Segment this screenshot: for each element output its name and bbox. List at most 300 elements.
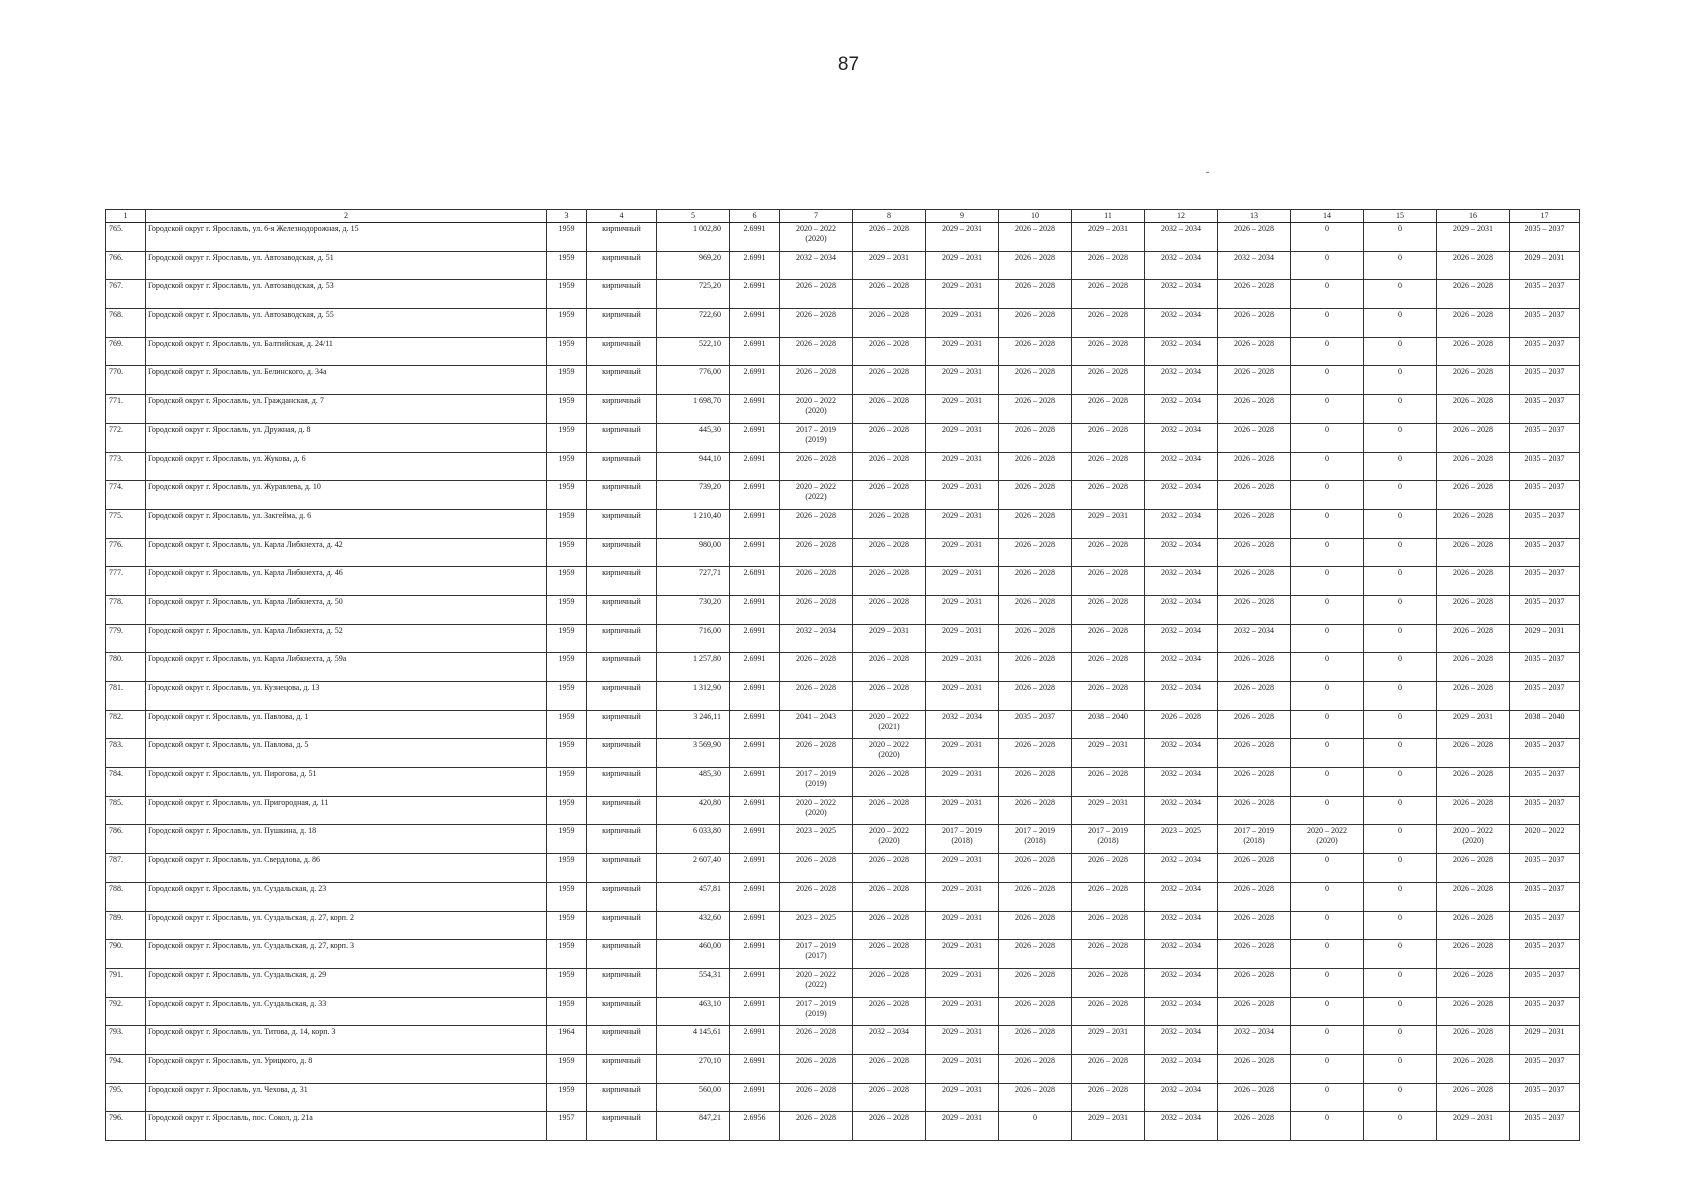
- table-cell-col-9: 2029 – 2031: [926, 567, 999, 596]
- table-cell-col-13: 2026 – 2028: [1218, 452, 1291, 481]
- housing-table: [105, 209, 1580, 1141]
- table-cell-col-14: 0: [1291, 796, 1364, 825]
- table-cell-col-16: 2026 – 2028: [1437, 911, 1510, 940]
- table-cell-col-11: 2026 – 2028: [1072, 1054, 1145, 1083]
- table-cell-col-12: 2032 – 2034: [1145, 997, 1218, 1026]
- table-cell-col-12: 2032 – 2034: [1145, 280, 1218, 309]
- column-number-9: 9: [926, 210, 999, 223]
- table-cell-col-4: кирпичный: [587, 796, 657, 825]
- table-cell-col-4: кирпичный: [587, 882, 657, 911]
- table-cell-col-4: кирпичный: [587, 854, 657, 883]
- table-cell-col-4: кирпичный: [587, 280, 657, 309]
- table-cell-col-13: 2026 – 2028: [1218, 423, 1291, 452]
- table-cell-col-9: 2029 – 2031: [926, 452, 999, 481]
- table-cell-col-6: 2.6991: [730, 452, 780, 481]
- table-cell-col-11: 2026 – 2028: [1072, 538, 1145, 567]
- table-cell-col-1: 766.: [106, 251, 146, 280]
- table-cell-col-10: 0: [999, 1112, 1072, 1141]
- table-cell-col-16: 2026 – 2028: [1437, 739, 1510, 768]
- table-cell-col-8: 2026 – 2028: [853, 854, 926, 883]
- table-row: [106, 739, 1580, 768]
- table-cell-col-2: Городской округ г. Ярославль, ул. Свердлова, д. 86: [146, 854, 547, 883]
- table-cell-col-17: 2035 – 2037: [1510, 1054, 1580, 1083]
- table-cell-col-2: Городской округ г. Ярославль, ул. Павлова, д. 5: [146, 739, 547, 768]
- table-cell-col-5: 776,00: [657, 366, 730, 395]
- table-cell-col-6: 2.6991: [730, 624, 780, 653]
- table-cell-col-11: 2026 – 2028: [1072, 395, 1145, 424]
- table-cell-col-3: 1959: [547, 653, 587, 682]
- table-cell-col-15: 0: [1364, 710, 1437, 739]
- table-row: [106, 710, 1580, 739]
- table-cell-col-10: 2017 – 2019 (2018): [999, 825, 1072, 854]
- table-row: [106, 595, 1580, 624]
- table-cell-col-17: 2035 – 2037: [1510, 481, 1580, 510]
- table-cell-col-6: 2.6991: [730, 423, 780, 452]
- table-cell-col-14: 0: [1291, 997, 1364, 1026]
- table-cell-col-8: 2032 – 2034: [853, 1026, 926, 1055]
- table-cell-col-16: 2029 – 2031: [1437, 223, 1510, 252]
- table-cell-col-8: 2020 – 2022 (2020): [853, 825, 926, 854]
- table-cell-col-2: Городской округ г. Ярославль, ул. Дружная, д. 8: [146, 423, 547, 452]
- table-cell-col-11: 2026 – 2028: [1072, 481, 1145, 510]
- table-cell-col-10: 2026 – 2028: [999, 538, 1072, 567]
- table-cell-col-10: 2026 – 2028: [999, 911, 1072, 940]
- table-cell-col-11: 2026 – 2028: [1072, 940, 1145, 969]
- table-cell-col-1: 772.: [106, 423, 146, 452]
- table-cell-col-5: 944,10: [657, 452, 730, 481]
- table-cell-col-3: 1959: [547, 366, 587, 395]
- table-cell-col-13: 2026 – 2028: [1218, 595, 1291, 624]
- table-cell-col-9: 2029 – 2031: [926, 854, 999, 883]
- table-cell-col-15: 0: [1364, 538, 1437, 567]
- table-cell-col-1: 791.: [106, 968, 146, 997]
- table-cell-col-16: 2026 – 2028: [1437, 1054, 1510, 1083]
- table-cell-col-10: 2026 – 2028: [999, 251, 1072, 280]
- table-cell-col-5: 554,31: [657, 968, 730, 997]
- table-cell-col-9: 2029 – 2031: [926, 509, 999, 538]
- table-cell-col-1: 794.: [106, 1054, 146, 1083]
- table-cell-col-13: 2026 – 2028: [1218, 997, 1291, 1026]
- table-cell-col-15: 0: [1364, 395, 1437, 424]
- table-cell-col-8: 2026 – 2028: [853, 423, 926, 452]
- table-cell-col-6: 2.6991: [730, 509, 780, 538]
- table-row: [106, 509, 1580, 538]
- table-cell-col-6: 2.6891: [730, 567, 780, 596]
- table-cell-col-1: 796.: [106, 1112, 146, 1141]
- table-cell-col-7: 2017 – 2019 (2019): [780, 997, 853, 1026]
- table-cell-col-17: 2035 – 2037: [1510, 223, 1580, 252]
- table-cell-col-8: 2026 – 2028: [853, 223, 926, 252]
- table-cell-col-17: 2035 – 2037: [1510, 337, 1580, 366]
- table-cell-col-5: 3 569,90: [657, 739, 730, 768]
- table-cell-col-5: 560,00: [657, 1083, 730, 1112]
- table-cell-col-3: 1959: [547, 223, 587, 252]
- table-cell-col-7: 2026 – 2028: [780, 739, 853, 768]
- table-cell-col-8: 2026 – 2028: [853, 395, 926, 424]
- table-cell-col-5: 1 312,90: [657, 682, 730, 711]
- table-cell-col-17: 2035 – 2037: [1510, 796, 1580, 825]
- table-cell-col-14: 2020 – 2022 (2020): [1291, 825, 1364, 854]
- table-cell-col-2: Городской округ г. Ярославль, ул. 6-я Железнодорожная, д. 15: [146, 223, 547, 252]
- table-cell-col-4: кирпичный: [587, 968, 657, 997]
- table-cell-col-11: 2026 – 2028: [1072, 968, 1145, 997]
- table-cell-col-2: Городской округ г. Ярославль, ул. Суздальская, д. 33: [146, 997, 547, 1026]
- table-cell-col-16: 2026 – 2028: [1437, 682, 1510, 711]
- table-cell-col-12: 2023 – 2025: [1145, 825, 1218, 854]
- table-cell-col-11: 2029 – 2031: [1072, 509, 1145, 538]
- table-cell-col-12: 2032 – 2034: [1145, 366, 1218, 395]
- table-cell-col-2: Городской округ г. Ярославль, ул. Кузнецова, д. 13: [146, 682, 547, 711]
- table-cell-col-15: 0: [1364, 997, 1437, 1026]
- table-cell-col-1: 769.: [106, 337, 146, 366]
- table-cell-col-15: 0: [1364, 309, 1437, 338]
- table-cell-col-9: 2029 – 2031: [926, 682, 999, 711]
- table-cell-col-9: 2029 – 2031: [926, 940, 999, 969]
- table-cell-col-7: 2020 – 2022 (2020): [780, 223, 853, 252]
- table-row: [106, 280, 1580, 309]
- table-cell-col-10: 2026 – 2028: [999, 595, 1072, 624]
- table-cell-col-13: 2026 – 2028: [1218, 1054, 1291, 1083]
- table-cell-col-9: 2029 – 2031: [926, 1026, 999, 1055]
- table-cell-col-14: 0: [1291, 509, 1364, 538]
- table-cell-col-13: 2026 – 2028: [1218, 337, 1291, 366]
- table-cell-col-10: 2026 – 2028: [999, 309, 1072, 338]
- table-cell-col-16: 2026 – 2028: [1437, 423, 1510, 452]
- table-cell-col-7: 2023 – 2025: [780, 825, 853, 854]
- table-cell-col-16: 2026 – 2028: [1437, 768, 1510, 797]
- table-row: [106, 1054, 1580, 1083]
- table-cell-col-17: 2029 – 2031: [1510, 251, 1580, 280]
- table-cell-col-1: 790.: [106, 940, 146, 969]
- table-cell-col-5: 463,10: [657, 997, 730, 1026]
- table-cell-col-16: 2026 – 2028: [1437, 538, 1510, 567]
- table-cell-col-6: 2.6991: [730, 223, 780, 252]
- table-row: [106, 653, 1580, 682]
- table-cell-col-14: 0: [1291, 854, 1364, 883]
- table-cell-col-16: 2026 – 2028: [1437, 366, 1510, 395]
- table-cell-col-15: 0: [1364, 423, 1437, 452]
- table-cell-col-9: 2032 – 2034: [926, 710, 999, 739]
- table-cell-col-16: 2026 – 2028: [1437, 481, 1510, 510]
- table-cell-col-4: кирпичный: [587, 452, 657, 481]
- table-cell-col-6: 2.6991: [730, 911, 780, 940]
- table-cell-col-12: 2032 – 2034: [1145, 481, 1218, 510]
- table-cell-col-12: 2032 – 2034: [1145, 768, 1218, 797]
- table-cell-col-9: 2029 – 2031: [926, 739, 999, 768]
- table-cell-col-16: 2026 – 2028: [1437, 251, 1510, 280]
- table-cell-col-12: 2032 – 2034: [1145, 1026, 1218, 1055]
- table-cell-col-11: 2026 – 2028: [1072, 337, 1145, 366]
- table-cell-col-1: 776.: [106, 538, 146, 567]
- table-cell-col-8: 2026 – 2028: [853, 538, 926, 567]
- table-cell-col-5: 1 002,80: [657, 223, 730, 252]
- table-cell-col-15: 0: [1364, 911, 1437, 940]
- table-cell-col-15: 0: [1364, 1083, 1437, 1112]
- table-cell-col-17: 2035 – 2037: [1510, 682, 1580, 711]
- table-cell-col-1: 782.: [106, 710, 146, 739]
- table-cell-col-14: 0: [1291, 567, 1364, 596]
- table-cell-col-15: 0: [1364, 1054, 1437, 1083]
- table-cell-col-16: 2029 – 2031: [1437, 1112, 1510, 1141]
- table-cell-col-8: 2026 – 2028: [853, 682, 926, 711]
- table-cell-col-10: 2026 – 2028: [999, 423, 1072, 452]
- table-cell-col-10: 2026 – 2028: [999, 509, 1072, 538]
- table-cell-col-10: 2026 – 2028: [999, 280, 1072, 309]
- table-cell-col-6: 2.6991: [730, 710, 780, 739]
- table-cell-col-12: 2032 – 2034: [1145, 882, 1218, 911]
- table-cell-col-14: 0: [1291, 1112, 1364, 1141]
- table-cell-col-3: 1959: [547, 854, 587, 883]
- table-cell-col-15: 0: [1364, 739, 1437, 768]
- table-cell-col-12: 2032 – 2034: [1145, 309, 1218, 338]
- table-cell-col-4: кирпичный: [587, 481, 657, 510]
- table-cell-col-6: 2.6991: [730, 1054, 780, 1083]
- table-cell-col-5: 270,10: [657, 1054, 730, 1083]
- table-cell-col-8: 2026 – 2028: [853, 653, 926, 682]
- table-cell-col-1: 773.: [106, 452, 146, 481]
- table-row: [106, 423, 1580, 452]
- table-row: [106, 968, 1580, 997]
- table-cell-col-3: 1959: [547, 624, 587, 653]
- table-cell-col-3: 1959: [547, 768, 587, 797]
- table-cell-col-16: 2026 – 2028: [1437, 509, 1510, 538]
- column-number-12: 12: [1145, 210, 1218, 223]
- table-cell-col-11: 2026 – 2028: [1072, 567, 1145, 596]
- table-cell-col-1: 784.: [106, 768, 146, 797]
- table-cell-col-17: 2035 – 2037: [1510, 739, 1580, 768]
- table-cell-col-14: 0: [1291, 710, 1364, 739]
- table-cell-col-12: 2032 – 2034: [1145, 796, 1218, 825]
- table-cell-col-9: 2029 – 2031: [926, 997, 999, 1026]
- table-row: [106, 481, 1580, 510]
- table-cell-col-7: 2032 – 2034: [780, 624, 853, 653]
- table-cell-col-2: Городской округ г. Ярославль, ул. Карла Либкнехта, д. 59а: [146, 653, 547, 682]
- table-cell-col-11: 2026 – 2028: [1072, 997, 1145, 1026]
- table-cell-col-2: Городской округ г. Ярославль, ул. Автозаводская, д. 51: [146, 251, 547, 280]
- table-cell-col-15: 0: [1364, 452, 1437, 481]
- table-cell-col-2: Городской округ г. Ярославль, ул. Автозаводская, д. 53: [146, 280, 547, 309]
- table-cell-col-8: 2026 – 2028: [853, 911, 926, 940]
- table-cell-col-5: 4 145,61: [657, 1026, 730, 1055]
- table-cell-col-7: 2026 – 2028: [780, 1112, 853, 1141]
- table-cell-col-3: 1959: [547, 1083, 587, 1112]
- table-cell-col-5: 420,80: [657, 796, 730, 825]
- table-cell-col-15: 0: [1364, 796, 1437, 825]
- table-cell-col-8: 2026 – 2028: [853, 595, 926, 624]
- table-cell-col-12: 2032 – 2034: [1145, 911, 1218, 940]
- table-cell-col-13: 2017 – 2019 (2018): [1218, 825, 1291, 854]
- table-cell-col-8: 2026 – 2028: [853, 366, 926, 395]
- table-cell-col-11: 2026 – 2028: [1072, 280, 1145, 309]
- table-row: [106, 309, 1580, 338]
- table-cell-col-17: 2035 – 2037: [1510, 997, 1580, 1026]
- table-cell-col-14: 0: [1291, 1083, 1364, 1112]
- table-cell-col-7: 2020 – 2022 (2022): [780, 481, 853, 510]
- table-cell-col-9: 2029 – 2031: [926, 481, 999, 510]
- table-cell-col-10: 2026 – 2028: [999, 968, 1072, 997]
- table-cell-col-10: 2026 – 2028: [999, 567, 1072, 596]
- table-cell-col-4: кирпичный: [587, 395, 657, 424]
- table-cell-col-16: 2026 – 2028: [1437, 653, 1510, 682]
- table-cell-col-4: кирпичный: [587, 768, 657, 797]
- table-cell-col-4: кирпичный: [587, 1112, 657, 1141]
- table-cell-col-5: 6 033,80: [657, 825, 730, 854]
- table-cell-col-10: 2026 – 2028: [999, 739, 1072, 768]
- table-cell-col-12: 2032 – 2034: [1145, 653, 1218, 682]
- table-cell-col-4: кирпичный: [587, 1026, 657, 1055]
- table-cell-col-14: 0: [1291, 739, 1364, 768]
- table-cell-col-5: 722,60: [657, 309, 730, 338]
- table-cell-col-14: 0: [1291, 940, 1364, 969]
- table-cell-col-7: 2026 – 2028: [780, 595, 853, 624]
- table-cell-col-11: 2026 – 2028: [1072, 624, 1145, 653]
- table-cell-col-10: 2026 – 2028: [999, 395, 1072, 424]
- table-cell-col-14: 0: [1291, 1026, 1364, 1055]
- table-cell-col-12: 2032 – 2034: [1145, 1112, 1218, 1141]
- table-cell-col-17: 2035 – 2037: [1510, 768, 1580, 797]
- table-cell-col-1: 786.: [106, 825, 146, 854]
- table-cell-col-17: 2035 – 2037: [1510, 538, 1580, 567]
- table-cell-col-13: 2026 – 2028: [1218, 854, 1291, 883]
- table-cell-col-6: 2.6991: [730, 395, 780, 424]
- table-cell-col-13: 2026 – 2028: [1218, 567, 1291, 596]
- table-cell-col-12: 2032 – 2034: [1145, 223, 1218, 252]
- table-cell-col-6: 2.6991: [730, 309, 780, 338]
- table-cell-col-14: 0: [1291, 768, 1364, 797]
- table-cell-col-3: 1959: [547, 1054, 587, 1083]
- table-cell-col-12: 2032 – 2034: [1145, 854, 1218, 883]
- table-cell-col-7: 2017 – 2019 (2019): [780, 423, 853, 452]
- table-cell-col-14: 0: [1291, 682, 1364, 711]
- table-cell-col-15: 0: [1364, 768, 1437, 797]
- table-cell-col-16: 2020 – 2022 (2020): [1437, 825, 1510, 854]
- table-cell-col-2: Городской округ г. Ярославль, ул. Титова, д. 14, корп. 3: [146, 1026, 547, 1055]
- table-cell-col-10: 2026 – 2028: [999, 796, 1072, 825]
- table-cell-col-14: 0: [1291, 882, 1364, 911]
- table-cell-col-4: кирпичный: [587, 653, 657, 682]
- table-cell-col-7: 2026 – 2028: [780, 280, 853, 309]
- column-number-3: 3: [547, 210, 587, 223]
- table-cell-col-15: 0: [1364, 567, 1437, 596]
- table-cell-col-4: кирпичный: [587, 710, 657, 739]
- table-cell-col-8: 2020 – 2022 (2021): [853, 710, 926, 739]
- table-cell-col-2: Городской округ г. Ярославль, ул. Пригородная, д. 11: [146, 796, 547, 825]
- table-cell-col-11: 2026 – 2028: [1072, 1083, 1145, 1112]
- table-cell-col-11: 2026 – 2028: [1072, 366, 1145, 395]
- table-cell-col-11: 2038 – 2040: [1072, 710, 1145, 739]
- table-cell-col-15: 0: [1364, 251, 1437, 280]
- table-cell-col-16: 2026 – 2028: [1437, 337, 1510, 366]
- table-cell-col-10: 2026 – 2028: [999, 1054, 1072, 1083]
- table-cell-col-8: 2026 – 2028: [853, 940, 926, 969]
- table-cell-col-15: 0: [1364, 1026, 1437, 1055]
- table-row: [106, 452, 1580, 481]
- table-cell-col-13: 2032 – 2034: [1218, 251, 1291, 280]
- table-cell-col-9: 2029 – 2031: [926, 280, 999, 309]
- column-number-16: 16: [1437, 210, 1510, 223]
- table-row: [106, 1083, 1580, 1112]
- table-cell-col-5: 3 246,11: [657, 710, 730, 739]
- table-cell-col-8: 2020 – 2022 (2020): [853, 739, 926, 768]
- table-cell-col-7: 2023 – 2025: [780, 911, 853, 940]
- table-cell-col-15: 0: [1364, 653, 1437, 682]
- table-cell-col-1: 768.: [106, 309, 146, 338]
- table-cell-col-8: 2026 – 2028: [853, 452, 926, 481]
- table-row: [106, 768, 1580, 797]
- table-cell-col-4: кирпичный: [587, 567, 657, 596]
- table-row: [106, 796, 1580, 825]
- table-cell-col-12: 2032 – 2034: [1145, 452, 1218, 481]
- table-cell-col-1: 788.: [106, 882, 146, 911]
- table-cell-col-12: 2026 – 2028: [1145, 710, 1218, 739]
- table-cell-col-6: 2.6956: [730, 1112, 780, 1141]
- table-cell-col-1: 783.: [106, 739, 146, 768]
- table-cell-col-4: кирпичный: [587, 1054, 657, 1083]
- table-cell-col-1: 781.: [106, 682, 146, 711]
- table-cell-col-7: 2026 – 2028: [780, 538, 853, 567]
- table-cell-col-9: 2029 – 2031: [926, 968, 999, 997]
- column-number-1: 1: [106, 210, 146, 223]
- column-number-2: 2: [146, 210, 547, 223]
- table-cell-col-5: 445,30: [657, 423, 730, 452]
- table-cell-col-12: 2032 – 2034: [1145, 1054, 1218, 1083]
- table-cell-col-1: 777.: [106, 567, 146, 596]
- table-cell-col-4: кирпичный: [587, 1083, 657, 1112]
- table-cell-col-8: 2026 – 2028: [853, 309, 926, 338]
- table-cell-col-3: 1959: [547, 825, 587, 854]
- table-cell-col-12: 2032 – 2034: [1145, 337, 1218, 366]
- table-cell-col-12: 2032 – 2034: [1145, 940, 1218, 969]
- table-cell-col-14: 0: [1291, 309, 1364, 338]
- table-cell-col-16: 2026 – 2028: [1437, 280, 1510, 309]
- table-cell-col-13: 2032 – 2034: [1218, 624, 1291, 653]
- table-cell-col-2: Городской округ г. Ярославль, ул. Автозаводская, д. 55: [146, 309, 547, 338]
- table-cell-col-3: 1959: [547, 796, 587, 825]
- table-cell-col-3: 1959: [547, 423, 587, 452]
- table-cell-col-2: Городской округ г. Ярославль, ул. Суздальская, д. 29: [146, 968, 547, 997]
- table-cell-col-3: 1959: [547, 710, 587, 739]
- column-number-17: 17: [1510, 210, 1580, 223]
- table-cell-col-2: Городской округ г. Ярославль, ул. Гражданская, д. 7: [146, 395, 547, 424]
- table-cell-col-7: 2017 – 2019 (2019): [780, 768, 853, 797]
- table-cell-col-13: 2026 – 2028: [1218, 509, 1291, 538]
- table-cell-col-14: 0: [1291, 280, 1364, 309]
- table-cell-col-2: Городской округ г. Ярославль, ул. Суздальская, д. 23: [146, 882, 547, 911]
- table-cell-col-17: 2035 – 2037: [1510, 854, 1580, 883]
- table-cell-col-8: 2029 – 2031: [853, 624, 926, 653]
- table-cell-col-9: 2029 – 2031: [926, 911, 999, 940]
- table-cell-col-17: 2035 – 2037: [1510, 366, 1580, 395]
- table-cell-col-10: 2026 – 2028: [999, 997, 1072, 1026]
- table-cell-col-5: 460,00: [657, 940, 730, 969]
- table-cell-col-13: 2026 – 2028: [1218, 768, 1291, 797]
- table-cell-col-6: 2.6991: [730, 538, 780, 567]
- table-cell-col-3: 1964: [547, 1026, 587, 1055]
- table-cell-col-13: 2026 – 2028: [1218, 796, 1291, 825]
- table-cell-col-1: 770.: [106, 366, 146, 395]
- table-cell-col-16: 2026 – 2028: [1437, 624, 1510, 653]
- table-cell-col-4: кирпичный: [587, 911, 657, 940]
- column-number-10: 10: [999, 210, 1072, 223]
- table-row: [106, 911, 1580, 940]
- table-cell-col-1: 779.: [106, 624, 146, 653]
- table-cell-col-1: 789.: [106, 911, 146, 940]
- table-cell-col-8: 2026 – 2028: [853, 1083, 926, 1112]
- table-cell-col-10: 2026 – 2028: [999, 653, 1072, 682]
- table-cell-col-7: 2026 – 2028: [780, 337, 853, 366]
- table-cell-col-13: 2026 – 2028: [1218, 1112, 1291, 1141]
- table-cell-col-7: 2026 – 2028: [780, 366, 853, 395]
